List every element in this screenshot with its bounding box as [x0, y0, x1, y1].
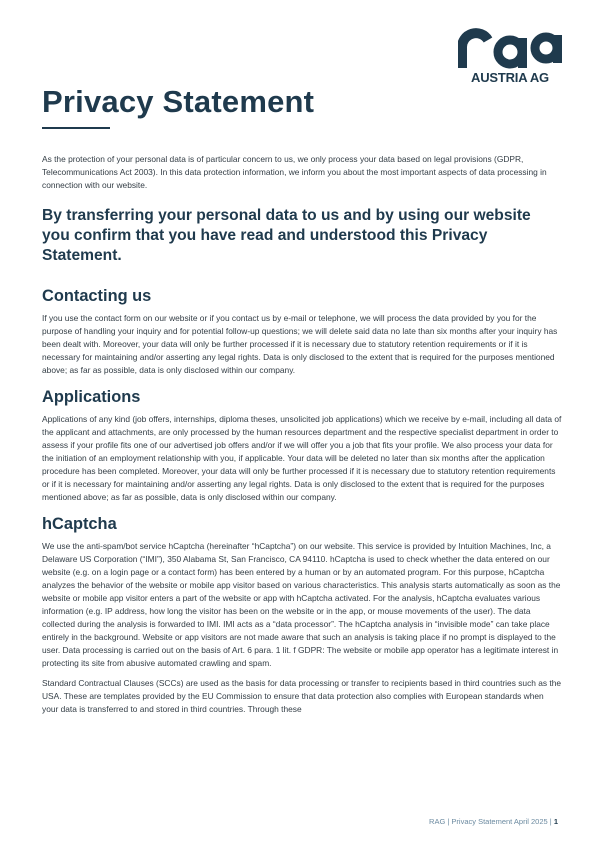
title-underline	[42, 127, 110, 129]
section-paragraph: Standard Contractual Clauses (SCCs) are used as the basis for data processing or transfer to recipients based in third countries such as the USA. These are templates provided by the EU Commission to ensure that data protection also complies with European standards when your data is transferred to and stored in third countries. Through these	[42, 678, 562, 714]
intro-paragraph: As the protection of your personal data is of particular concern to us, we only process your data based on legal provisions (GDPR, Telecommunications Act 2003). In this data protection information, we inform you about the most important aspects of data processing in connection with our website.	[42, 154, 547, 190]
section-paragraph: Applications of any kind (job offers, internships, diploma theses, unsolicited job applications) which we receive by e-mail, including all data of the applicant and attachments, are only processed by the human resources department and the respective specialist department in order to assess if your profile fits one of our advertised job offers and/or if we will offer you a job that fits your profile. We also process your data for the initiation of an employment relationship with you, if applicable. Your data will be deleted no later than six months after the application procedure has been completed. Moreover, your data will only be further processed if it is necessary due to statutory retention requirements or if it is necessary for maintaining and/or asserting any legal rights. Data is only disclosed to the extent that is required for the purposes mentioned above; as far as possible, data is only disclosed within our company.	[42, 414, 562, 502]
section-heading: hCaptcha	[42, 515, 117, 533]
rag-logo-mark	[458, 26, 562, 70]
section-hcaptcha	[42, 514, 562, 716]
logo-subtitle: AUSTRIA AG	[471, 70, 549, 85]
footer-text: RAG | Privacy Statement April 2025 |	[429, 817, 552, 826]
lead-statement: By transferring your personal data to us and by using our website you confirm that you have read and understood this Privacy Statement.	[42, 207, 531, 264]
section-heading: Contacting us	[42, 287, 152, 305]
company-logo	[458, 26, 562, 92]
section-paragraph: We use the anti-spam/bot service hCaptcha (hereinafter “hCaptcha”) on our website. This service is provided by Intuition Machines, Inc, a Delaware US Corporation (“IMI”), 350 Alabama St, San Francisco, CA 94110. hCaptcha is used to check whether the data entered on our website (e.g. on a login page or a contact form) has been entered by a human or by an automated program. For this purpose, hCaptcha analyzes the behavior of the website or mobile app visitor based on various characteristics. This analysis starts automatically as soon as the website or mobile app visitor enters a part of the website or app with hCaptcha activated. For the analysis, hCaptcha evaluates various information (e.g. IP address, how long the visitor has been on the website or in the app, or mouse movements of the user). The data collected during the analysis is forwarded to IMI. IMI acts as a “data processor”. The hCaptcha analysis in “invisible mode” can take place entirely in the background. Website or app visitors are not made aware that such an analysis is taking place if no prompt is displayed to the user. Data processing is carried out on the basis of Art. 6 para. 1 lit. f GDPR: The website or mobile app operator has a legitimate interest in protecting its site from abusive automated crawling and spam.	[42, 541, 561, 668]
page-footer	[429, 817, 558, 826]
document-body	[42, 153, 562, 726]
section-heading: Applications	[42, 388, 141, 406]
page-title: Privacy Statement	[42, 84, 315, 119]
section-contacting-us	[42, 286, 562, 377]
section-applications	[42, 387, 562, 504]
section-paragraph: If you use the contact form on our website or if you contact us by e-mail or telephone, we will process the data provided by you for the purpose of handling your inquiry and for potential follow-up questions; we will delete said data no late than six months after your inquiry has been dealt with. Moreover, your data will only be further processed if it is necessary due to statutory retention requirements or if it is necessary for maintaining and/or asserting any legal rights. Data is only disclosed to the extent that is required for the purposes mentioned above; as far as possible, data is only disclosed within our company.	[42, 313, 558, 375]
page-number: 1	[553, 817, 558, 826]
